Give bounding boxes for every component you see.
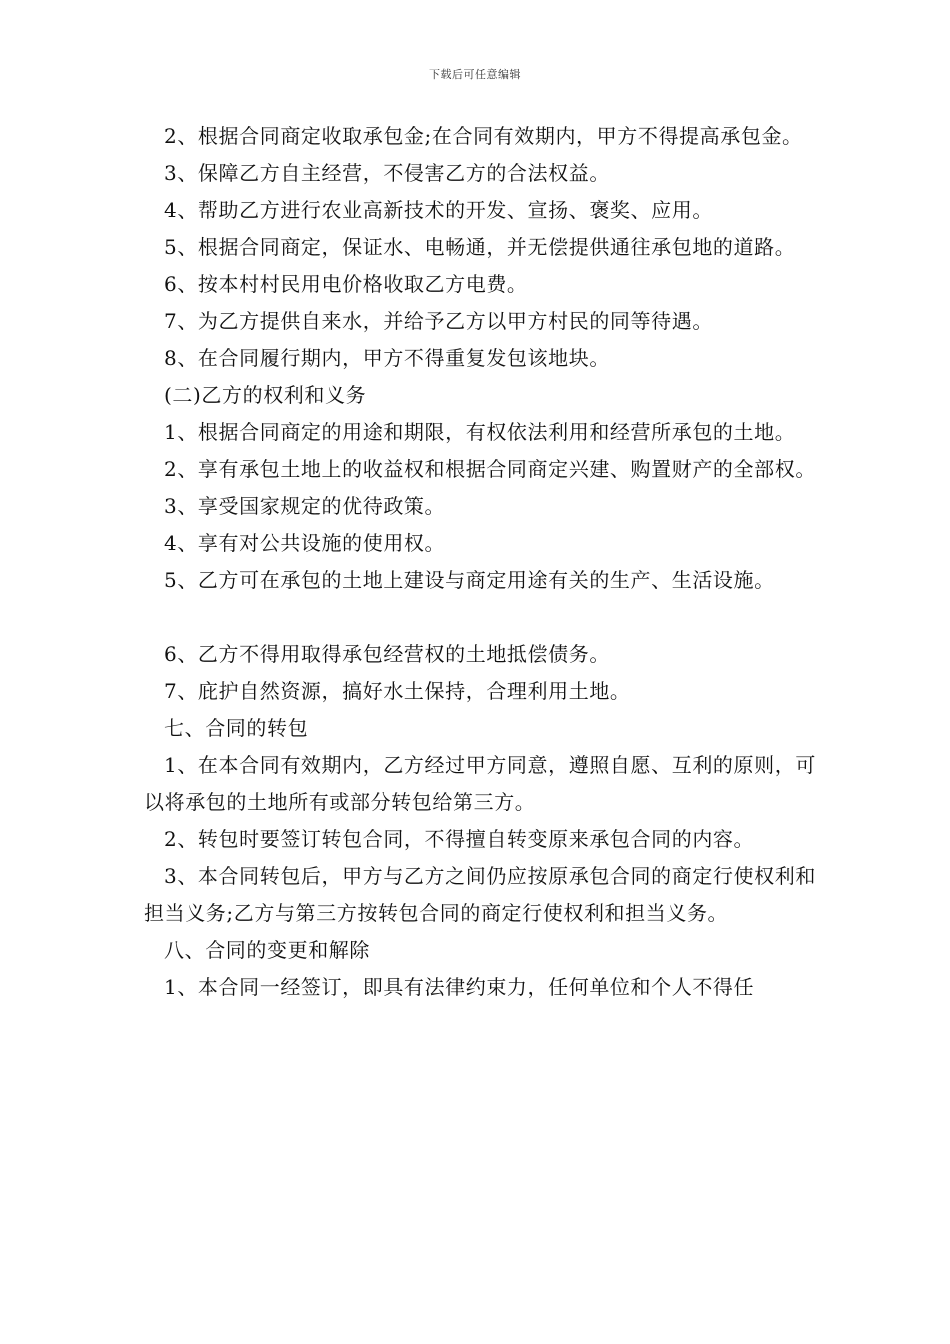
paragraph-11: 4、享有对公共设施的使用权。: [164, 531, 446, 555]
document-body: [144, 118, 824, 1006]
paragraph-6: 7、为乙方提供自来水，并给予乙方以甲方村民的同等待遇。: [164, 309, 713, 333]
paragraph-10: 3、享受国家规定的优待政策。: [164, 494, 446, 518]
paragraph-16: 2、转包时要签订转包合同，不得擅自转变原来承包合同的内容。: [164, 827, 755, 851]
paragraph-7: 8、在合同履行期内，甲方不得重复发包该地块。: [164, 346, 610, 370]
section-heading: 八、合同的变更和解除: [164, 938, 370, 962]
paragraph-3: 4、帮助乙方进行农业高新技术的开发、宣扬、褒奖、应用。: [164, 198, 713, 222]
paragraph-12: 5、乙方可在承包的土地上建设与商定用途有关的生产、生活设施。: [164, 568, 775, 592]
paragraph-4: 5、根据合同商定，保证水、电畅通，并无偿提供通往承包地的道路。: [164, 235, 796, 259]
page-header: 下载后可任意编辑: [429, 68, 521, 81]
section-heading: (二)乙方的权利和义务: [164, 383, 367, 407]
paragraph-8: 1、根据合同商定的用途和期限，有权依法利用和经营所承包的土地。: [164, 420, 796, 444]
section-heading: 七、合同的转包: [164, 716, 309, 740]
blank-line: [144, 599, 824, 636]
paragraph-17: 3、本合同转包后，甲方与乙方之间仍应按原承包合同的商定行使权利和担当义务;乙方与第三方按转包合同的商定行使权利和担当义务。: [144, 864, 816, 925]
paragraph-9: 2、享有承包土地上的收益权和根据合同商定兴建、购置财产的全部权。: [164, 457, 816, 481]
paragraph-14: 7、庇护自然资源，搞好水土保持，合理利用土地。: [164, 679, 631, 703]
paragraph-13: 6、乙方不得用取得承包经营权的土地抵偿债务。: [164, 642, 610, 666]
paragraph-5: 6、按本村村民用电价格收取乙方电费。: [164, 272, 528, 296]
paragraph-15: 1、在本合同有效期内，乙方经过甲方同意，遵照自愿、互利的原则，可以将承包的土地所有或部分转包给第三方。: [144, 753, 816, 814]
paragraph-1: 2、根据合同商定收取承包金;在合同有效期内，甲方不得提高承包金。: [164, 124, 803, 148]
paragraph-18: 1、本合同一经签订，即具有法律约束力，任何单位和个人不得任: [164, 975, 755, 999]
paragraph-2: 3、保障乙方自主经营，不侵害乙方的合法权益。: [164, 161, 610, 185]
